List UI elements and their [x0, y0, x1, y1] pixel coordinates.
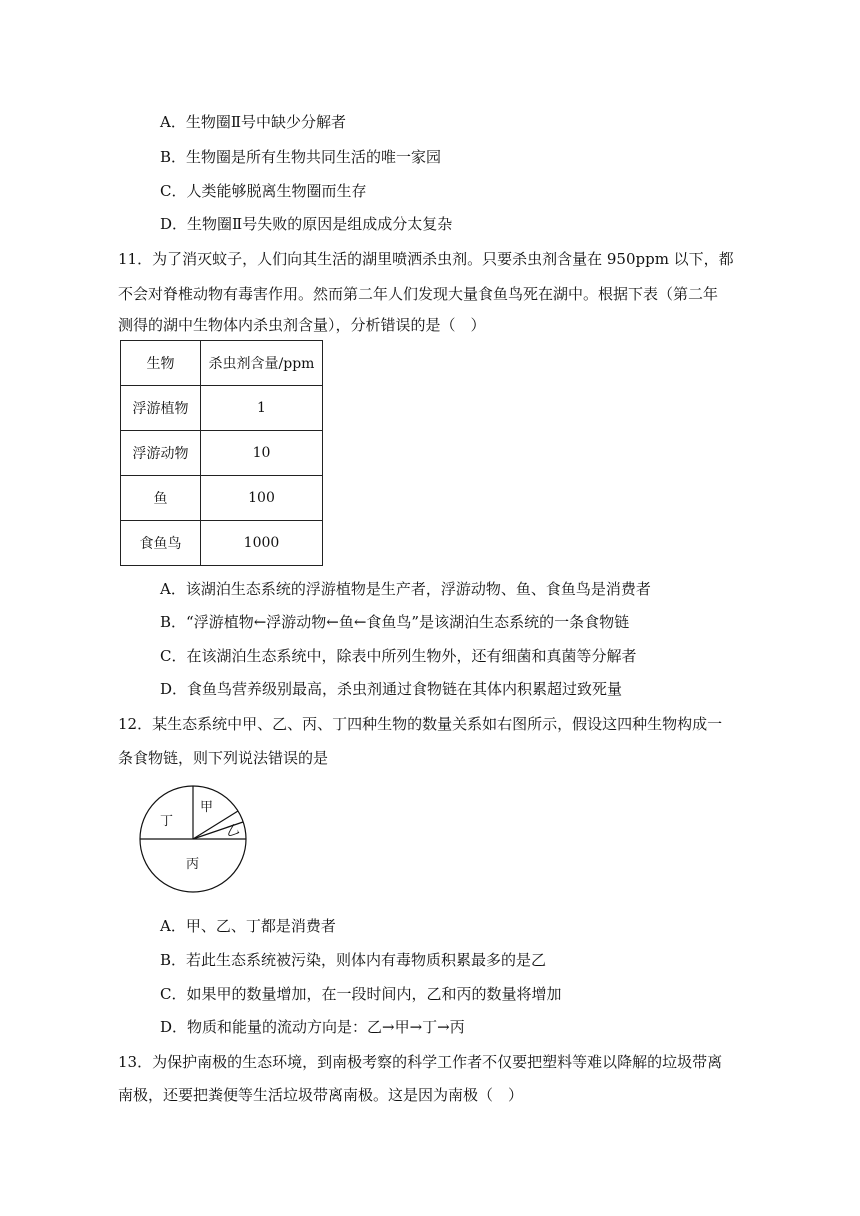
q10-option-b: B．生物圈是所有生物共同生活的唯一家园	[160, 148, 442, 166]
table-cell-value: 10	[201, 431, 323, 476]
q11-text-line-1: 11．为了消灭蚊子，人们向其生活的湖里喷洒杀虫剂。只要杀虫剂含量在 950ppm 以下，都	[118, 250, 734, 268]
table-header-row	[121, 341, 323, 386]
q10-option-a: A．生物圈Ⅱ号中缺少分解者	[160, 113, 347, 131]
q11-option-c: C．在该湖泊生态系统中，除表中所列生物外，还有细菌和真菌等分解者	[160, 647, 637, 665]
q12-option-c: C．如果甲的数量增加，在一段时间内，乙和丙的数量将增加	[160, 985, 562, 1003]
table-cell-organism: 食鱼鸟	[121, 521, 201, 566]
population-pie-diagram	[138, 784, 250, 896]
table-header-content: 杀虫剂含量/ppm	[201, 341, 323, 386]
table-cell-value: 1000	[201, 521, 323, 566]
q11-option-b: B．“浮游植物←浮游动物←鱼←食鱼鸟”是该湖泊生态系统的一条食物链	[160, 613, 630, 631]
pie-label-yi: 乙	[223, 822, 242, 841]
q12-text-line-1: 12．某生态系统中甲、乙、丙、丁四种生物的数量关系如右图所示，假设这四种生物构成一	[118, 715, 723, 733]
table-row	[121, 386, 323, 431]
q11-text-line-2: 不会对脊椎动物有毒害作用。然而第二年人们发现大量食鱼鸟死在湖中。根据下表（第二年	[118, 285, 719, 303]
q11-option-a: A．该湖泊生态系统的浮游植物是生产者，浮游动物、鱼、食鱼鸟是消费者	[160, 580, 651, 598]
table-cell-value: 1	[201, 386, 323, 431]
q10-option-d: D．生物圈Ⅱ号失败的原因是组成成分太复杂	[160, 215, 453, 233]
table-cell-organism: 鱼	[121, 476, 201, 521]
pesticide-table	[120, 340, 323, 566]
q12-text-line-2: 条食物链，则下列说法错误的是	[118, 749, 329, 767]
table-cell-organism: 浮游动物	[121, 431, 201, 476]
q13-text-line-1: 13．为保护南极的生态环境，到南极考察的科学工作者不仅要把塑料等难以降解的垃圾带离	[118, 1053, 723, 1071]
table-row	[121, 431, 323, 476]
q11-option-d: D．食鱼鸟营养级别最高，杀虫剂通过食物链在其体内积累超过致死量	[160, 680, 623, 698]
q12-option-a: A．甲、乙、丁都是消费者	[160, 917, 336, 935]
q11-text-line-3: 测得的湖中生物体内杀虫剂含量），分析错误的是（ ）	[118, 316, 486, 334]
table-row	[121, 476, 323, 521]
table-cell-value: 100	[201, 476, 323, 521]
q13-text-line-2: 南极，还要把粪便等生活垃圾带离南极。这是因为南极（ ）	[118, 1086, 524, 1104]
table-cell-organism: 浮游植物	[121, 386, 201, 431]
table-header-organism: 生物	[121, 341, 201, 386]
pie-label-jia: 甲	[200, 800, 214, 815]
pie-label-bing: 丙	[186, 857, 200, 872]
table-row	[121, 521, 323, 566]
q12-option-d: D．物质和能量的流动方向是：乙→甲→丁→丙	[160, 1018, 465, 1036]
q12-option-b: B．若此生态系统被污染，则体内有毒物质积累最多的是乙	[160, 951, 547, 969]
pie-label-ding: 丁	[160, 814, 174, 829]
q10-option-c: C．人类能够脱离生物圈而生存	[160, 182, 367, 200]
